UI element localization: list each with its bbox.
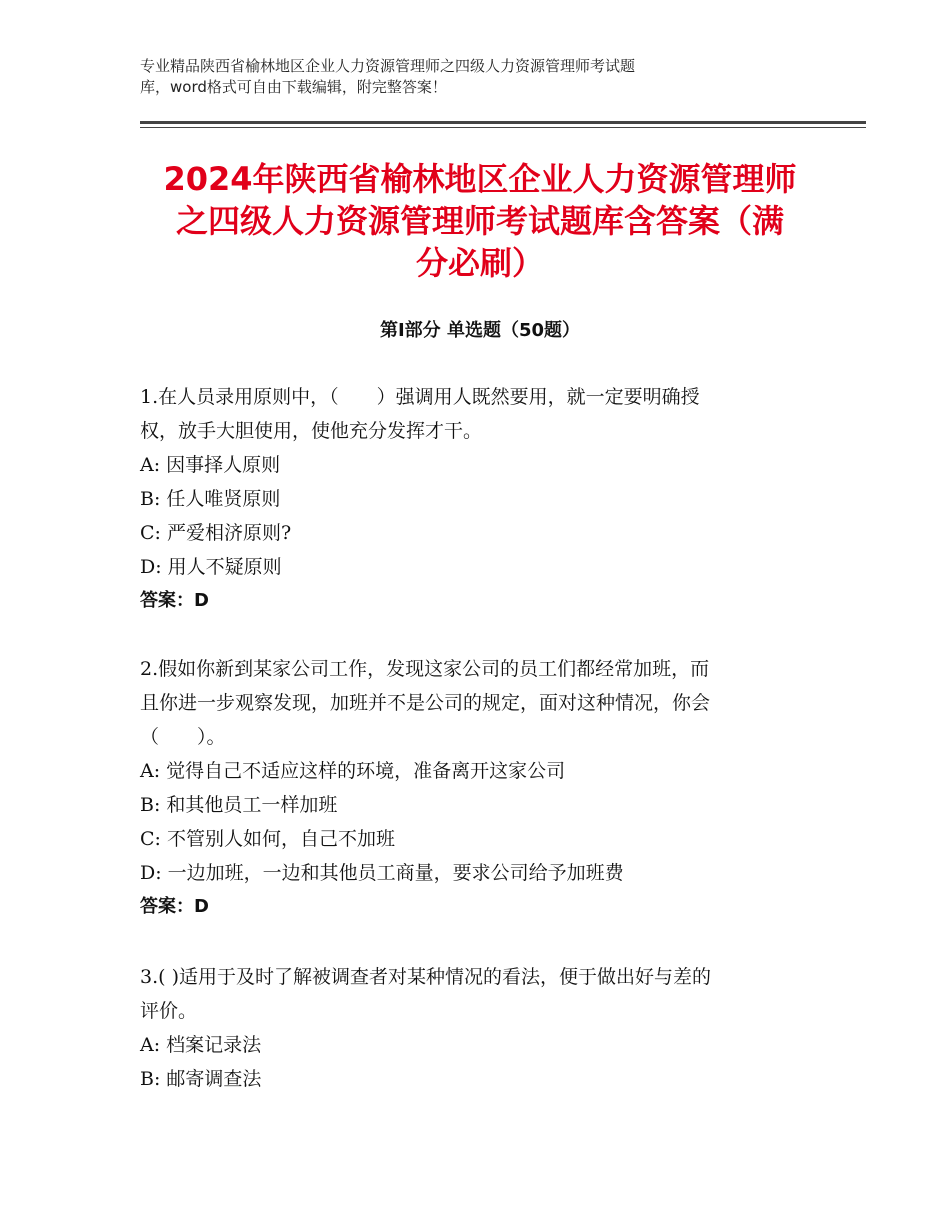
option-a: A: 因事择人原则 bbox=[140, 454, 281, 476]
divider-thick bbox=[140, 121, 866, 124]
option-c: C: 不管别人如何，自己不加班 bbox=[140, 828, 395, 850]
title-line: 之四级人力资源管理师考试题库含答案（满 bbox=[175, 202, 784, 240]
option-b: B: 任人唯贤原则 bbox=[140, 488, 281, 510]
header-note bbox=[140, 56, 820, 98]
divider-thin bbox=[140, 127, 866, 128]
title-line: 分必刷） bbox=[415, 244, 544, 282]
question-2 bbox=[140, 652, 820, 924]
question-stem: 1.在人员录用原则中，（ ）强调用人既然要用，就一定要明确授 bbox=[140, 386, 700, 408]
section-heading: 第Ⅰ部分 单选题（50题） bbox=[379, 320, 580, 341]
question-stem: （ ）。 bbox=[140, 726, 226, 748]
question-stem: 且你进一步观察发现，加班并不是公司的规定，面对这种情况，你会 bbox=[140, 692, 711, 714]
question-stem: 权，放手大胆使用，使他充分发挥才干。 bbox=[140, 420, 483, 442]
question-stem: 2.假如你新到某家公司工作，发现这家公司的员工们都经常加班，而 bbox=[140, 658, 710, 680]
header-note-line: 专业精品陕西省榆林地区企业人力资源管理师之四级人力资源管理师考试题 bbox=[140, 57, 636, 75]
title-line: 2024年陕西省榆林地区企业人力资源管理师 bbox=[163, 160, 797, 198]
document-title bbox=[140, 158, 820, 284]
option-b: B: 和其他员工一样加班 bbox=[140, 794, 338, 816]
header-note-line: 库，word格式可自由下载编辑，附完整答案！ bbox=[140, 78, 447, 96]
question-stem: 评价。 bbox=[140, 1000, 198, 1022]
option-a: A: 觉得自己不适应这样的环境，准备离开这家公司 bbox=[140, 760, 566, 782]
question-1 bbox=[140, 380, 820, 618]
option-d: D: 用人不疑原则 bbox=[140, 556, 282, 578]
option-d: D: 一边加班，一边和其他员工商量，要求公司给予加班费 bbox=[140, 862, 624, 884]
question-3 bbox=[140, 960, 820, 1096]
option-b: B: 邮寄调查法 bbox=[140, 1068, 262, 1090]
option-a: A: 档案记录法 bbox=[140, 1034, 262, 1056]
answer: 答案：D bbox=[140, 896, 209, 917]
question-stem: 3.( )适用于及时了解被调查者对某种情况的看法，便于做出好与差的 bbox=[140, 966, 711, 988]
answer: 答案：D bbox=[140, 590, 209, 611]
option-c: C: 严爱相济原则? bbox=[140, 522, 292, 544]
